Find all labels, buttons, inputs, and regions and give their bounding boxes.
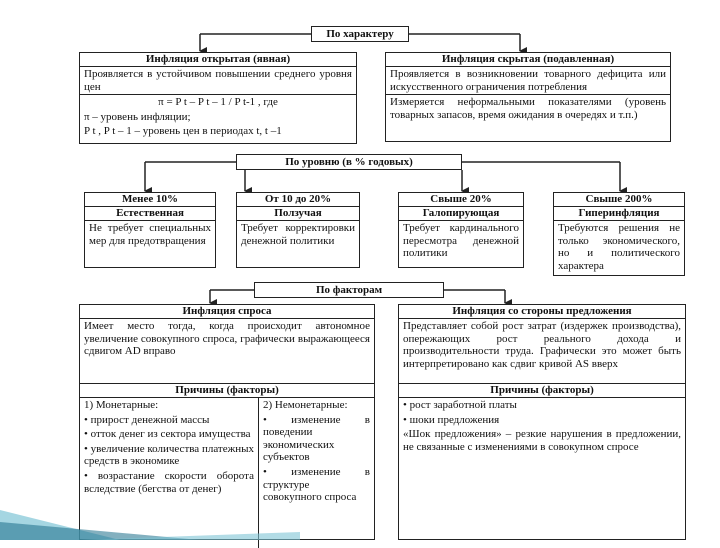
list-item: • возрастание скорости оборота вследствие (бегства от денег) bbox=[84, 469, 254, 495]
supply-inflation-title: Инфляция со стороны предложения bbox=[399, 305, 685, 319]
list-item: • изменение в структуре совокупного спроса bbox=[263, 465, 370, 504]
level-desc: Требует корректировки денежной политики bbox=[241, 222, 355, 247]
header-by-factors: По факторам bbox=[254, 282, 444, 298]
level-range: Свыше 200% bbox=[554, 193, 684, 207]
open-inflation-desc: Проявляется в устойчивом повышении среднего уровня цен bbox=[84, 68, 352, 93]
level-type: Гиперинфляция bbox=[554, 207, 684, 221]
supply-inflation-box bbox=[398, 304, 686, 540]
level-desc: Требуются решения не только экономического, но и политического характера bbox=[558, 222, 680, 272]
level-range: Свыше 20% bbox=[399, 193, 523, 207]
demand-inflation-title: Инфляция спроса bbox=[80, 305, 374, 319]
formula-pi-definition: π – уровень инфляции; bbox=[84, 110, 191, 123]
level-range: От 10 до 20% bbox=[237, 193, 359, 207]
supply-shock-note: «Шок предложения» – резкие нарушения в предложении, не связанные с изменениями в совокупном спросе bbox=[403, 428, 681, 453]
level-range: Менее 10% bbox=[85, 193, 215, 207]
level-box-hyperinflation bbox=[553, 192, 685, 276]
level-box-natural bbox=[84, 192, 216, 268]
level-type: Галопирующая bbox=[399, 207, 523, 221]
list-item: • изменение в поведении экономических субъектов bbox=[263, 413, 370, 464]
hidden-inflation-box bbox=[385, 52, 671, 142]
supply-causes-title: Причины (факторы) bbox=[399, 383, 685, 398]
demand-causes-title: Причины (факторы) bbox=[80, 383, 374, 398]
list-item: • прирост денежной массы bbox=[84, 413, 210, 426]
supply-inflation-desc: Представляет собой рост затрат (издержек производства), опережающих рост реального дохода и производительности труда. Графически это может быть интерпретировано как сдвиг кривой AS вверх bbox=[403, 320, 681, 370]
nonmonetary-title: 2) Немонетарные: bbox=[263, 399, 348, 411]
level-type: Ползучая bbox=[237, 207, 359, 221]
hidden-inflation-title: Инфляция скрытая (подавленная) bbox=[386, 53, 670, 67]
corner-decoration bbox=[0, 460, 300, 540]
inflation-formula: π = P t – P t – 1 / P t-1 , где bbox=[158, 96, 278, 109]
formula-price-definition: P t , P t – 1 – уровень цен в периодах t, t –1 bbox=[84, 125, 282, 138]
level-box-galloping bbox=[398, 192, 524, 268]
level-desc: Требует кардинального пересмотра денежной политики bbox=[403, 222, 519, 260]
hidden-inflation-desc: Проявляется в возникновении товарного дефицита или искусственного ограничения потребления bbox=[390, 68, 666, 93]
list-item: • рост заработной платы bbox=[403, 399, 517, 411]
header-by-character: По характеру bbox=[311, 26, 409, 42]
demand-inflation-desc: Имеет место тогда, когда происходит автономное увеличение совокупного спроса, графически выражающееся сдвигом AD вправо bbox=[84, 320, 370, 358]
header-by-level: По уровню (в % годовых) bbox=[236, 154, 462, 170]
monetary-title: 1) Монетарные: bbox=[84, 399, 159, 411]
hidden-inflation-measure: Измеряется неформальными показателями (уровень товарных запасов, время ожидания в очередях и т.п.) bbox=[390, 96, 666, 121]
level-type: Естественная bbox=[85, 207, 215, 221]
list-item: • отток денег из сектора имущества bbox=[84, 428, 251, 441]
open-inflation-title: Инфляция открытая (явная) bbox=[80, 53, 356, 67]
open-inflation-box bbox=[79, 52, 357, 144]
list-item: • шоки предложения bbox=[403, 413, 500, 426]
list-item: • увеличение количества платежных средств в экономике bbox=[84, 442, 254, 468]
level-desc: Не требует специальных мер для предотвращения bbox=[89, 222, 211, 247]
level-box-creeping bbox=[236, 192, 360, 268]
